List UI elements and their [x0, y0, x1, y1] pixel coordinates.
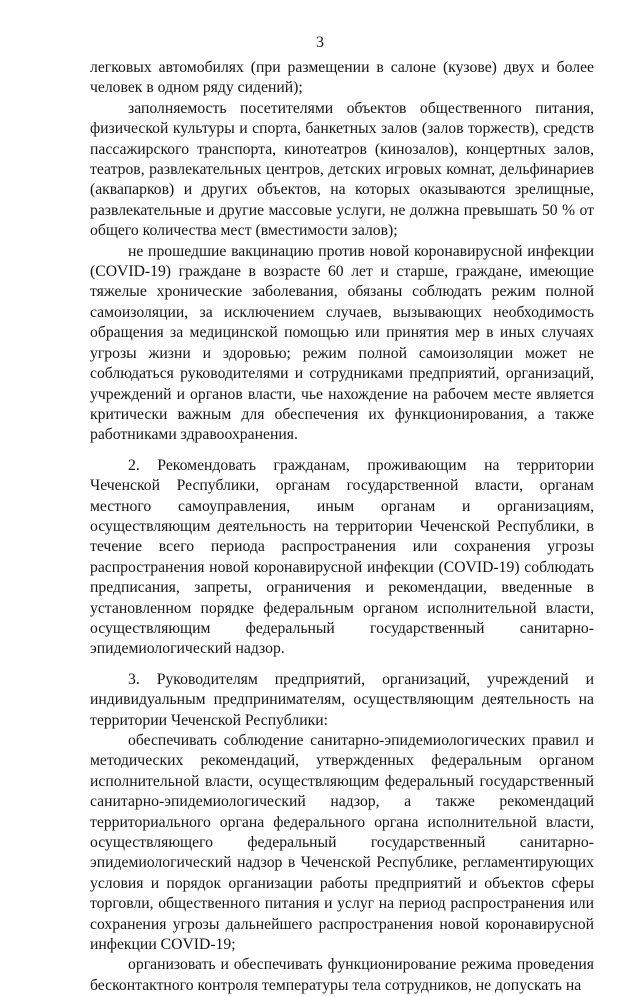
paragraph-temperature-control: организовать и обеспечивать функционирование режима проведения бесконтактного контроля температуры тела сотрудников, не допускать на: [90, 956, 594, 994]
paragraph-continuation: легковых автомобилях (при размещении в салоне (кузове) двух и более человек в одном ряду сидений);: [90, 59, 594, 97]
page-number: 3: [316, 34, 324, 51]
paragraph-self-isolation: не прошедшие вакцинацию против новой коронавирусной инфекции (COVID-19) граждане в возрасте 60 лет и старше, граждане, имеющие тяжелые хронические заболевания, обязаны соблюдать режим полной самоизоляции, за исключением случаев, вызывающих необходимость обращения за медицинской помощью или принятия мер в иных случаях угрозы жизни и здоровью; режим полной самоизоляции может не соблюдаться руководителями и сотрудниками предприятий, организаций, учреждений и органов власти, чье нахождение на рабочем месте является критически важным для обеспечения их функционирования, а также работниками здравоохранения.: [90, 242, 594, 444]
paragraph-occupancy-limit: заполняемость посетителями объектов общественного питания, физической культуры и спорта, банкетных залов (залов торжеств), средств пассажирского транспорта, кинотеатров (кинозалов), концертных залов, театров, развлекательных центров, детских игровых комнат, дельфинариев (аквапарков) и других объектов, на которых оказываются зрелищные, развлекательные и другие массовые услуги, не должна превышать 50 % от общего количества мест (вместимости залов);: [90, 99, 594, 240]
document-body: [90, 58, 594, 996]
paragraph-item-3: 3. Руководителям предприятий, организаций, учреждений и индивидуальным предпринимателям, осуществляющим деятельность на территории Чеченской Республики:: [90, 670, 594, 729]
paragraph-sanitary-rules: обеспечивать соблюдение санитарно-эпидемиологических правил и методических рекомендаций, утвержденных федеральным органом исполнительной власти, осуществляющим федеральный государственный санитарно-эпидемиологический надзор, а также рекомендаций территориального органа федерального органа исполнительной власти, осуществляющего федеральный государственный санитарно-эпидемиологический надзор в Чеченской Республике, регламентирующих условия и порядок организации работы предприятий и объектов сферы торговли, общественного питания и услуг на период распространения или сохранения угрозы дальнейшего распространения новой коронавирусной инфекции COVID-19;: [90, 732, 594, 954]
paragraph-item-2: 2. Рекомендовать гражданам, проживающим на территории Чеченской Республики, органам государственной власти, органам местного самоуправления, иным органам и организациям, осуществляющим деятельность на территории Чеченской Республики, в течение всего периода распространения или сохранения угрозы распространения новой коронавирусной инфекции (COVID-19) соблюдать предписания, запреты, ограничения и рекомендации, введенные в установленном порядке федеральным органом исполнительной власти, осуществляющим федеральный государственный санитарно-эпидемиологический надзор.: [90, 456, 594, 658]
